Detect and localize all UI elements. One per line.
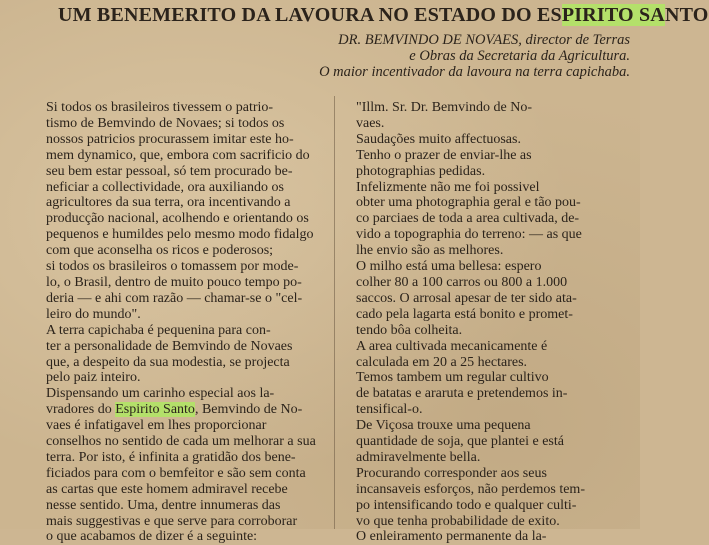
text-line: producção nacional, acolhendo e orientando os — [46, 211, 309, 227]
text-line: A terra capichaba é pequenina para con- — [46, 322, 271, 338]
text-line: tensifical-o. — [356, 402, 423, 418]
subtitle-line: e Obras da Secretaria da Agricultura. — [409, 48, 630, 64]
text-line: deria — e ahi com razão — chamar-se o "cel- — [46, 290, 303, 306]
text-line: cado pela lagarta está bonito e promet- — [356, 306, 573, 322]
text-line: Infelizmente não me foi possivel — [356, 179, 540, 195]
column-divider — [334, 96, 335, 529]
text-line: vido a topographia do terreno: — as que — [356, 227, 582, 243]
letter-text — [356, 100, 618, 545]
text-line: tismo de Bemvindo de Novaes; si todos os — [46, 115, 285, 131]
title-text-highlighted: PIRITO SA — [561, 4, 665, 26]
text-line: Si todos os brasileiros tivessem o patrio- — [46, 100, 274, 115]
text-line: mais suggestivas e que serve para corroborar — [46, 513, 298, 529]
text-line: O enleiramento permanente da la- — [356, 529, 547, 545]
title-text-start: UM BENEMERITO DA LAVOURA NO ESTADO DO ES — [58, 4, 562, 26]
text-line: colher 80 a 100 carros ou 800 a 1.000 — [356, 274, 568, 290]
text-line: seu bem estar pessoal, só tem procurado be- — [46, 163, 293, 179]
text-line: neficiar a collectividade, ora auxiliando os — [46, 179, 284, 195]
text-line: A area cultivada mecanicamente é — [356, 338, 548, 354]
paragraph-1 — [46, 100, 316, 323]
paragraph-2 — [46, 323, 316, 387]
text-line: com que aconselha os ricos e poderosos; — [46, 243, 274, 259]
text-line: po intensificando todo e qualquer culti- — [356, 497, 577, 513]
text-line: Procurando corresponder aos seus — [356, 465, 547, 481]
article-title — [58, 4, 709, 27]
text-line: obter uma photographia geral e tão pou- — [356, 195, 581, 211]
text-line: calculada em 20 a 25 hectares. — [356, 354, 528, 370]
text-line: de batatas e araruta e pretendemos in- — [356, 386, 568, 402]
title-text-end: NTO — [664, 4, 709, 26]
text-line: terra. Por isto, é infinita a gratidão dos bene- — [46, 449, 296, 465]
text-line: De Viçosa trouxe uma pequena — [356, 418, 531, 434]
right-column — [356, 100, 618, 545]
text-line: Temos tambem um regular cultivo — [356, 370, 549, 386]
text-line: o que acabamos de dizer é a seguinte: — [46, 529, 258, 545]
text-fragment: , Bemvindo de No- — [194, 402, 303, 418]
text-line: Tenho o prazer de enviar-lhe as — [356, 147, 532, 163]
text-line: nossos patricios procurassem imitar este ho- — [46, 131, 294, 147]
text-line: si todos os brasileiros o tomassem por mode- — [46, 259, 299, 275]
text-line: incansaveis esforços, não perdemos tem- — [356, 481, 585, 497]
text-line: as cartas que este homem admiravel recebe — [46, 481, 288, 497]
text-line: ter a personalidade de Bemvindo de Novaes — [46, 338, 293, 354]
text-line: agricultores da sua terra, ora incentivando a — [46, 195, 291, 211]
text-line: pequenos e humildes pelo mesmo modo fidalgo — [46, 227, 314, 243]
text-line: "Illm. Sr. Dr. Bemvindo de No- — [356, 100, 533, 115]
text-line: tendo bôa colheita. — [356, 322, 463, 338]
text-fragment: vradores do — [46, 402, 116, 418]
text-line: ficiados para com o bemfeitor e são sem conta — [46, 465, 306, 481]
text-line: nesse sentido. Uma, dentre innumeras das — [46, 497, 281, 513]
text-line: O milho está uma bellesa: espero — [356, 259, 542, 275]
highlighted-place-name: Espirito Santo — [115, 402, 195, 418]
text-line: lo, o Brasil, dentro de muito pouco tempo po- — [46, 274, 302, 290]
text-line: pelo paiz inteiro. — [46, 370, 141, 386]
text-line: vaes. — [356, 115, 385, 131]
text-line: mem dynamico, que, embora com sacrificio do — [46, 147, 310, 163]
article-subtitle — [210, 32, 630, 80]
left-column — [46, 100, 316, 545]
text-line: vaes é infatigavel em lhes proporcionar — [46, 418, 267, 434]
text-line: admiravelmente bella. — [356, 449, 481, 465]
text-line: vo que tenha probabilidade de exito. — [356, 513, 560, 529]
text-line: que, a despeito da sua modestia, se projecta — [46, 354, 290, 370]
text-line: Saudações muito affectuosas. — [356, 131, 521, 147]
text-line: leiro do mundo". — [46, 306, 141, 322]
text-line: co parciaes de toda a area cultivada, de- — [356, 211, 580, 227]
text-line: saccos. O arrosal apesar de ter sido ata- — [356, 290, 577, 306]
paragraph-3 — [46, 386, 316, 545]
subtitle-line: O maior incentivador da lavoura na terra capichaba. — [319, 64, 630, 80]
subtitle-line: DR. BEMVINDO DE NOVAES, director de Terras — [338, 32, 630, 48]
text-line: quantidade de soja, que plantei e está — [356, 434, 564, 450]
text-line: conselhos no sentido de cada um melhorar a sua — [46, 434, 316, 450]
text-line: photographias pedidas. — [356, 163, 486, 179]
text-line: lhe envio são as melhores. — [356, 243, 504, 259]
text-line — [46, 402, 316, 418]
text-line: Dispensando um carinho especial aos la- — [46, 386, 275, 402]
